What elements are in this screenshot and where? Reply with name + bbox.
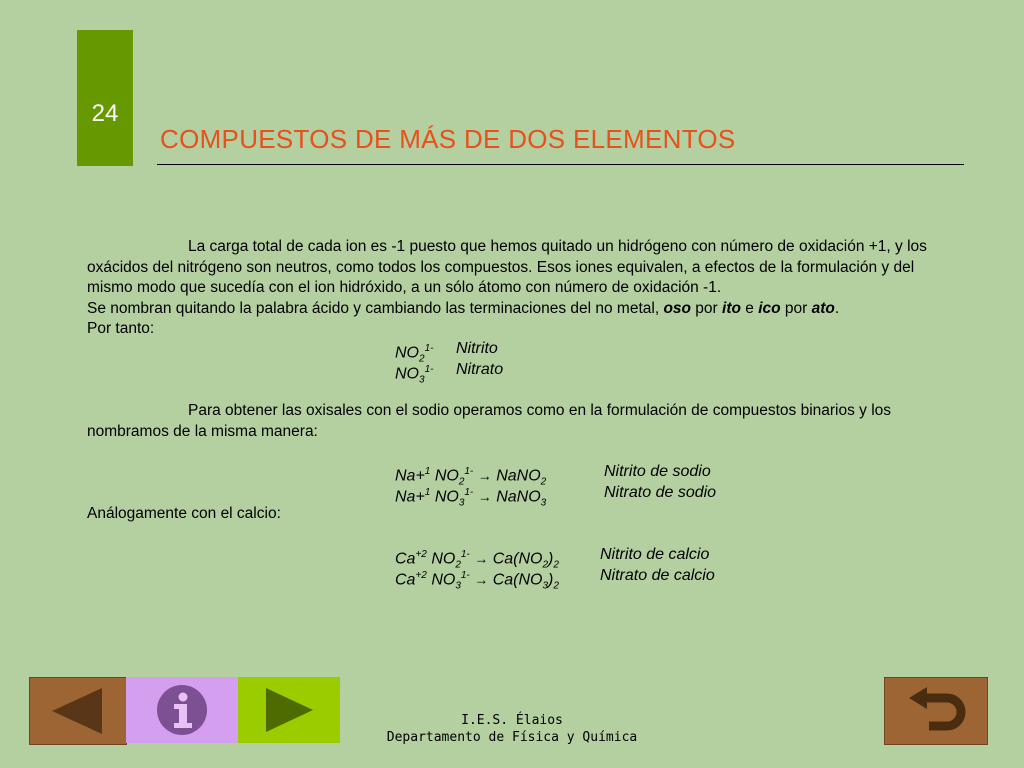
compound-name: Nitrato de sodio: [604, 484, 717, 501]
next-button[interactable]: [238, 677, 340, 743]
ion-nitrato: $NO_3^{1-}$ Nitrato: [395, 361, 504, 386]
word-por: por: [780, 299, 812, 317]
paragraph1-text-a: La carga total de cada ion es -1 puesto que hemos quitado un hidrógeno con número de oxidación +1, y los oxácidos del nitrógeno son neutros, como todos los compuestos. Esos iones equivalen, a efectos de la formulación y del mismo modo que sucedía con el ion hidróxido, a un sólo átomo con número de oxidación -1.: [87, 238, 927, 296]
calcium-nitrato-formula: $Ca^{+2}$ $NO_3^{1-} \to Ca(NO_3)_2$ Nitrato de calcio: [395, 567, 715, 592]
paragraph-calcium: Análogamente con el calcio:: [87, 505, 281, 522]
paragraph1-text-b: Se nombran quitando la palabra ácido y cambiando las terminaciones del no metal,: [87, 299, 664, 317]
word-por: por: [691, 299, 723, 317]
compound-name: Nitrato de calcio: [600, 567, 715, 584]
paragraph-sodium: Para obtener las oxisales con el sodio operamos como en la formulación de compuestos binarios y los nombramos de la misma manera:: [87, 402, 892, 440]
previous-button[interactable]: [29, 677, 127, 745]
ion-name: Nitrato: [456, 361, 504, 378]
slide-number: 24: [91, 100, 119, 127]
arrow-icon: →: [474, 550, 489, 567]
ion-nitrito: $NO_2^{1-}$ Nitrito: [395, 340, 498, 365]
sodium-nitrato-formula: Na+$^1$ $NO_3^{1-}$ → NaNO$_3$ Nitrato de sodio: [395, 484, 717, 509]
footer-school: I.E.S. Élaios: [461, 713, 563, 728]
triangle-left-icon: [30, 678, 126, 744]
arrow-icon: →: [474, 571, 489, 588]
suffix-oso: oso: [663, 299, 691, 317]
triangle-right-icon: [238, 677, 340, 743]
suffix-ico: ico: [758, 299, 781, 317]
title-divider: [157, 164, 964, 165]
info-icon: [126, 677, 238, 743]
sodium-nitrito-formula: Na+$^1$ $NO_2^{1-}$ → NaNO$_2$ Nitrito de sodio: [395, 463, 711, 488]
calcium-nitrito-formula: $Ca^{+2}$ $NO_2^{1-} \to Ca(NO_2)_2$ Nitrito de calcio: [395, 546, 710, 571]
return-arrow-icon: [885, 678, 987, 744]
slide-title: COMPUESTOS DE MÁS DE DOS ELEMENTOS: [160, 124, 736, 154]
footer-department: Departamento de Física y Química: [386, 730, 638, 745]
por-tanto: Por tanto:: [87, 320, 155, 337]
compound-name: Nitrito de sodio: [604, 463, 711, 480]
suffix-ato: ato: [811, 299, 835, 317]
slide-number-bar: [77, 30, 133, 166]
paragraph-ion-charge: La carga total de cada ion es -1 puesto que hemos quitado un hidrógeno con número de oxidación +1, y los oxácidos del nitrógeno son neutros, como todos los compuestos. Esos iones equivalen, a efectos de la formulación y del mismo modo que sucedía con el ion hidróxido, a un sólo átomo con número de oxidación -1. Se nombran quitando la palabra ácido y cambiando las terminaciones del no metal, oso por ito e ico por ato. Por tanto:: [87, 238, 927, 337]
ion-name: Nitrito: [456, 340, 498, 357]
compound-name: Nitrito de calcio: [600, 546, 710, 563]
return-button[interactable]: [884, 677, 988, 745]
arrow-icon: →: [477, 488, 492, 505]
word-e: e: [740, 299, 759, 317]
footer: [362, 712, 662, 746]
arrow-icon: →: [477, 467, 492, 484]
info-button[interactable]: [126, 677, 238, 743]
suffix-ito: ito: [722, 299, 741, 317]
